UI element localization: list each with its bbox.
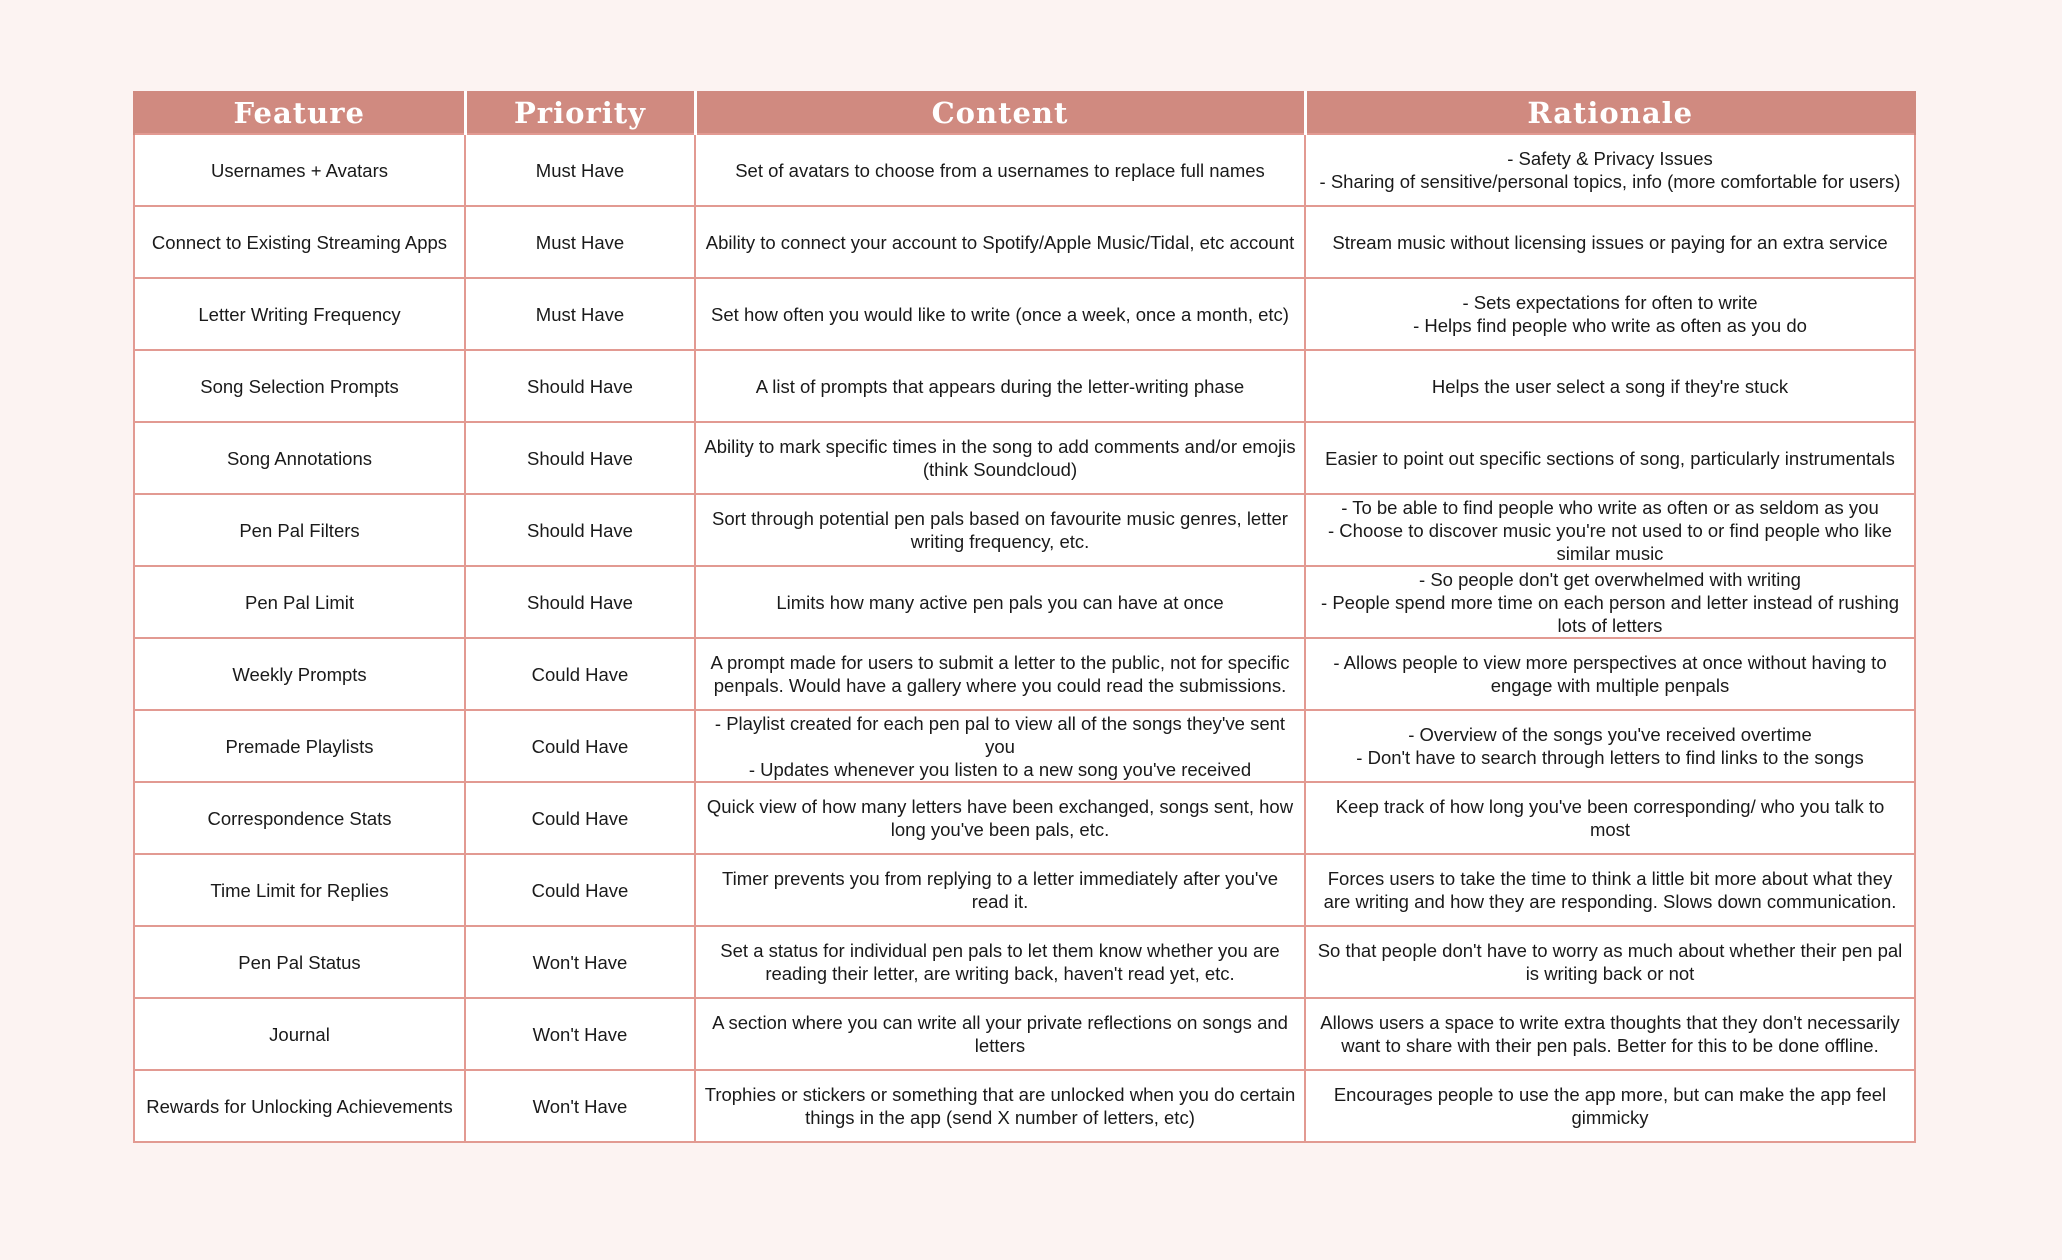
content-cell: Set a status for individual pen pals to let them know whether you are reading their letter, are writing back, haven't read yet, etc. xyxy=(695,926,1305,998)
priority-cell: Won't Have xyxy=(465,926,695,998)
content-cell: Ability to connect your account to Spotify/Apple Music/Tidal, etc account xyxy=(695,206,1305,278)
feature-cell: Letter Writing Frequency xyxy=(134,278,465,350)
table-header xyxy=(134,92,1915,134)
feature-cell: Song Annotations xyxy=(134,422,465,494)
table-row xyxy=(134,998,1915,1070)
table-row xyxy=(134,926,1915,998)
rationale-cell: Easier to point out specific sections of song, particularly instrumentals xyxy=(1305,422,1915,494)
priority-cell: Could Have xyxy=(465,854,695,926)
rationale-cell: Helps the user select a song if they're stuck xyxy=(1305,350,1915,422)
table-row xyxy=(134,854,1915,926)
priority-cell: Could Have xyxy=(465,782,695,854)
table-row xyxy=(134,782,1915,854)
table-row xyxy=(134,710,1915,782)
feature-cell: Usernames + Avatars xyxy=(134,134,465,206)
table-body xyxy=(134,134,1915,1142)
content-cell: - Playlist created for each pen pal to view all of the songs they've sent you - Updates whenever you listen to a new song you've received xyxy=(695,710,1305,782)
rationale-cell: Forces users to take the time to think a little bit more about what they are writing and how they are responding. Slows down communication. xyxy=(1305,854,1915,926)
rationale-cell: - So people don't get overwhelmed with writing - People spend more time on each person and letter instead of rushing lots of letters xyxy=(1305,566,1915,638)
feature-cell: Pen Pal Limit xyxy=(134,566,465,638)
feature-priority-table xyxy=(133,91,1916,1143)
table-row xyxy=(134,422,1915,494)
rationale-cell: Stream music without licensing issues or paying for an extra service xyxy=(1305,206,1915,278)
rationale-cell: - Allows people to view more perspectives at once without having to engage with multiple penpals xyxy=(1305,638,1915,710)
content-cell: Set how often you would like to write (once a week, once a month, etc) xyxy=(695,278,1305,350)
priority-cell: Won't Have xyxy=(465,998,695,1070)
priority-cell: Could Have xyxy=(465,710,695,782)
content-cell: Set of avatars to choose from a usernames to replace full names xyxy=(695,134,1305,206)
table-row xyxy=(134,638,1915,710)
header-feature: Feature xyxy=(134,92,465,134)
content-cell: Quick view of how many letters have been exchanged, songs sent, how long you've been pals, etc. xyxy=(695,782,1305,854)
header-rationale: Rationale xyxy=(1305,92,1915,134)
content-cell: A section where you can write all your private reflections on songs and letters xyxy=(695,998,1305,1070)
table-row xyxy=(134,278,1915,350)
feature-cell: Premade Playlists xyxy=(134,710,465,782)
priority-cell: Must Have xyxy=(465,278,695,350)
priority-cell: Should Have xyxy=(465,494,695,566)
rationale-cell: - To be able to find people who write as often or as seldom as you - Choose to discover music you're not used to or find people who like similar music xyxy=(1305,494,1915,566)
feature-cell: Journal xyxy=(134,998,465,1070)
priority-cell: Must Have xyxy=(465,134,695,206)
table-row xyxy=(134,350,1915,422)
content-cell: A prompt made for users to submit a letter to the public, not for specific penpals. Would have a gallery where you could read the submissions. xyxy=(695,638,1305,710)
table-row xyxy=(134,1070,1915,1142)
table-row xyxy=(134,134,1915,206)
feature-cell: Song Selection Prompts xyxy=(134,350,465,422)
rationale-cell: So that people don't have to worry as much about whether their pen pal is writing back or not xyxy=(1305,926,1915,998)
content-cell: Sort through potential pen pals based on favourite music genres, letter writing frequency, etc. xyxy=(695,494,1305,566)
rationale-cell: Allows users a space to write extra thoughts that they don't necessarily want to share with their pen pals. Better for this to be done offline. xyxy=(1305,998,1915,1070)
feature-cell: Connect to Existing Streaming Apps xyxy=(134,206,465,278)
feature-cell: Time Limit for Replies xyxy=(134,854,465,926)
content-cell: Ability to mark specific times in the song to add comments and/or emojis (think Soundcloud) xyxy=(695,422,1305,494)
header-content: Content xyxy=(695,92,1305,134)
feature-cell: Rewards for Unlocking Achievements xyxy=(134,1070,465,1142)
content-cell: A list of prompts that appears during the letter-writing phase xyxy=(695,350,1305,422)
priority-cell: Must Have xyxy=(465,206,695,278)
priority-cell: Should Have xyxy=(465,422,695,494)
rationale-cell: - Sets expectations for often to write - Helps find people who write as often as you do xyxy=(1305,278,1915,350)
content-cell: Limits how many active pen pals you can have at once xyxy=(695,566,1305,638)
priority-cell: Should Have xyxy=(465,350,695,422)
table-row xyxy=(134,494,1915,566)
rationale-cell: - Overview of the songs you've received overtime - Don't have to search through letters to find links to the songs xyxy=(1305,710,1915,782)
priority-cell: Could Have xyxy=(465,638,695,710)
feature-cell: Weekly Prompts xyxy=(134,638,465,710)
content-cell: Trophies or stickers or something that are unlocked when you do certain things in the app (send X number of letters, etc) xyxy=(695,1070,1305,1142)
header-priority: Priority xyxy=(465,92,695,134)
feature-cell: Pen Pal Filters xyxy=(134,494,465,566)
feature-cell: Correspondence Stats xyxy=(134,782,465,854)
feature-priority-table-container xyxy=(133,91,1914,1143)
table-row xyxy=(134,206,1915,278)
feature-cell: Pen Pal Status xyxy=(134,926,465,998)
rationale-cell: Encourages people to use the app more, but can make the app feel gimmicky xyxy=(1305,1070,1915,1142)
priority-cell: Won't Have xyxy=(465,1070,695,1142)
rationale-cell: - Safety & Privacy Issues - Sharing of sensitive/personal topics, info (more comfortable for users) xyxy=(1305,134,1915,206)
priority-cell: Should Have xyxy=(465,566,695,638)
header-row xyxy=(134,92,1915,134)
table-row xyxy=(134,566,1915,638)
rationale-cell: Keep track of how long you've been corresponding/ who you talk to most xyxy=(1305,782,1915,854)
content-cell: Timer prevents you from replying to a letter immediately after you've read it. xyxy=(695,854,1305,926)
